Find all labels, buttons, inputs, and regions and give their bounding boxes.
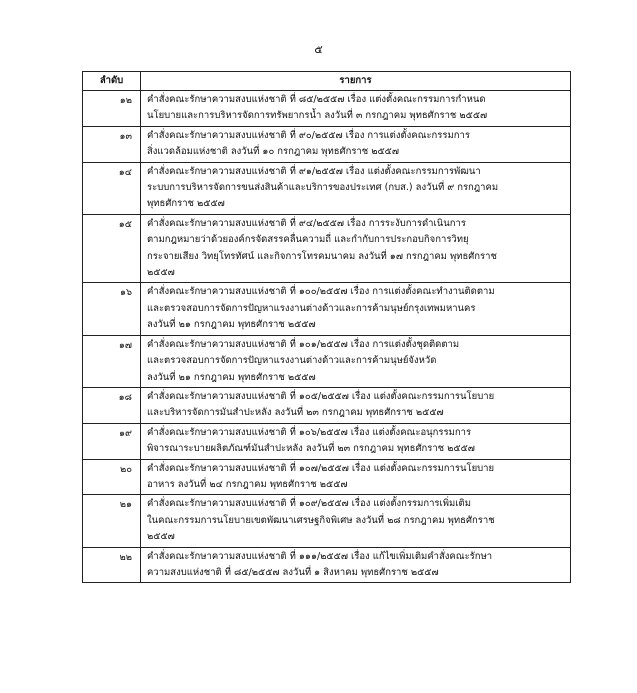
header-items: รายการ xyxy=(141,72,571,91)
description-line: ๒๕๕๗ xyxy=(147,531,175,543)
row-order-number: ๑๕ xyxy=(83,214,141,283)
row-description xyxy=(141,126,571,162)
description-line: ความสงบแห่งชาติ ที่ ๘๕/๒๕๕๗ ลงวันที่ ๑ สิงหาคม พุทธศักราช ๒๕๕๗ xyxy=(147,566,439,578)
description-line: ๒๕๕๗ xyxy=(147,267,175,279)
table-row xyxy=(83,335,571,387)
description-line: คำสั่งคณะรักษาความสงบแห่งชาติ ที่ ๙๑/๒๕๕๗ เรื่อง แต่งตั้งคณะกรรมการพัฒนา xyxy=(147,165,481,177)
description-line: และตรวจสอบการจัดการปัญหาแรงงานต่างด้าวและการค้ามนุษย์กรุงเทพมหานคร xyxy=(147,302,476,314)
description-line: กระจายเสียง วิทยุโทรทัศน์ และกิจการโทรคมนาคม ลงวันที่ ๑๗ กรกฎาคม พุทธศักราช xyxy=(147,250,497,262)
description-line: ในคณะกรรมการนโยบายเขตพัฒนาเศรษฐกิจพิเศษ ลงวันที่ ๒๘ กรกฎาคม พุทธศักราช xyxy=(147,514,495,526)
row-description xyxy=(141,459,571,495)
row-order-number: ๑๖ xyxy=(83,283,141,335)
description-line: ระบบการบริหารจัดการขนส่งสินค้าและบริการของประเทศ (กบส.) ลงวันที่ ๙ กรกฎาคม xyxy=(147,182,499,194)
table-row xyxy=(83,387,571,423)
description-line: คำสั่งคณะรักษาความสงบแห่งชาติ ที่ ๙๔/๒๕๕๗ เรื่อง การระงับการดำเนินการ xyxy=(147,217,466,229)
table-row xyxy=(83,459,571,495)
row-order-number: ๑๔ xyxy=(83,162,141,214)
order-list-table xyxy=(82,71,571,583)
row-order-number: ๒๑ xyxy=(83,495,141,547)
row-order-number: ๒๐ xyxy=(83,459,141,495)
table-row xyxy=(83,547,571,583)
row-order-number: ๒๒ xyxy=(83,547,141,583)
table-row xyxy=(83,162,571,214)
row-order-number: ๑๙ xyxy=(83,423,141,459)
description-line: คำสั่งคณะรักษาความสงบแห่งชาติ ที่ ๑๐๙/๒๕๕๗ เรื่อง แต่งตั้งกรรมการเพิ่มเติม xyxy=(147,498,471,510)
row-order-number: ๑๗ xyxy=(83,335,141,387)
header-order: ลำดับ xyxy=(83,72,141,91)
description-line: พุทธศักราช ๒๕๕๗ xyxy=(147,198,225,210)
row-order-number: ๑๒ xyxy=(83,91,141,127)
row-description xyxy=(141,162,571,214)
row-description xyxy=(141,423,571,459)
description-line: ลงวันที่ ๒๑ กรกฎาคม พุทธศักราช ๒๕๕๗ xyxy=(147,319,316,331)
table-row xyxy=(83,214,571,283)
description-line: และบริหารจัดการมันสำปะหลัง ลงวันที่ ๒๓ กรกฎาคม พุทธศักราช ๒๕๕๗ xyxy=(147,407,444,419)
row-order-number: ๑๘ xyxy=(83,387,141,423)
description-line: สิ่งแวดล้อมแห่งชาติ ลงวันที่ ๑๐ กรกฎาคม พุทธศักราช ๒๕๕๗ xyxy=(147,146,400,158)
table-row xyxy=(83,423,571,459)
description-line: คำสั่งคณะรักษาความสงบแห่งชาติ ที่ ๙๐/๒๕๕๗ เรื่อง การแต่งตั้งคณะกรรมการ xyxy=(147,129,470,141)
table-row xyxy=(83,495,571,547)
description-line: นโยบายและการบริหารจัดการทรัพยากรน้ำ ลงวันที่ ๓ กรกฎาคม พุทธศักราช ๒๕๕๗ xyxy=(147,110,488,122)
row-description xyxy=(141,214,571,283)
row-description xyxy=(141,283,571,335)
description-line: คำสั่งคณะรักษาความสงบแห่งชาติ ที่ ๘๕/๒๕๕๗ เรื่อง แต่งตั้งคณะกรรมการกำหนด xyxy=(147,94,486,105)
table-row xyxy=(83,91,571,127)
description-line: และตรวจสอบการจัดการปัญหาแรงงานต่างด้าวและการค้ามนุษย์จังหวัด xyxy=(147,355,437,367)
table-row xyxy=(83,283,571,335)
table-header-row xyxy=(83,72,571,91)
description-line: คำสั่งคณะรักษาความสงบแห่งชาติ ที่ ๑๐๐/๒๕๕๗ เรื่อง การแต่งตั้งคณะทำงานติดตาม xyxy=(147,286,495,298)
description-line: คำสั่งคณะรักษาความสงบแห่งชาติ ที่ ๑๑๑/๒๕๕๗ เรื่อง แก้ไขเพิ่มเติมคำสั่งคณะรักษา xyxy=(147,550,493,562)
row-description xyxy=(141,547,571,583)
description-line: คำสั่งคณะรักษาความสงบแห่งชาติ ที่ ๑๐๑/๒๕๕๗ เรื่อง การแต่งตั้งชุดติดตาม xyxy=(147,338,460,350)
description-line: ตามกฎหมายว่าด้วยองค์กรจัดสรรคลื่นความถี่ และกำกับการประกอบกิจการวิทยุ xyxy=(147,234,469,246)
description-line: อาหาร ลงวันที่ ๒๔ กรกฎาคม พุทธศักราช ๒๕๕๗ xyxy=(147,478,348,490)
row-description xyxy=(141,91,571,127)
table-row xyxy=(83,126,571,162)
description-line: คำสั่งคณะรักษาความสงบแห่งชาติ ที่ ๑๐๕/๒๕๕๗ เรื่อง แต่งตั้งคณะกรรมการนโยบาย xyxy=(147,390,495,402)
description-line: พิจารณาระบายผลิตภัณฑ์มันสำปะหลัง ลงวันที่ ๒๓ กรกฎาคม พุทธศักราช ๒๕๕๗ xyxy=(147,443,475,455)
row-description xyxy=(141,335,571,387)
row-description xyxy=(141,495,571,547)
description-line: คำสั่งคณะรักษาความสงบแห่งชาติ ที่ ๑๐๗/๒๕๕๗ เรื่อง แต่งตั้งคณะกรรมการนโยบาย xyxy=(147,462,495,474)
description-line: คำสั่งคณะรักษาความสงบแห่งชาติ ที่ ๑๐๖/๒๕๕๗ เรื่อง แต่งตั้งคณะอนุกรรมการ xyxy=(147,426,472,438)
row-order-number: ๑๓ xyxy=(83,126,141,162)
page-number: ๕ xyxy=(314,43,323,56)
description-line: ลงวันที่ ๒๑ กรกฎาคม พุทธศักราช ๒๕๕๗ xyxy=(147,371,316,383)
row-description xyxy=(141,387,571,423)
